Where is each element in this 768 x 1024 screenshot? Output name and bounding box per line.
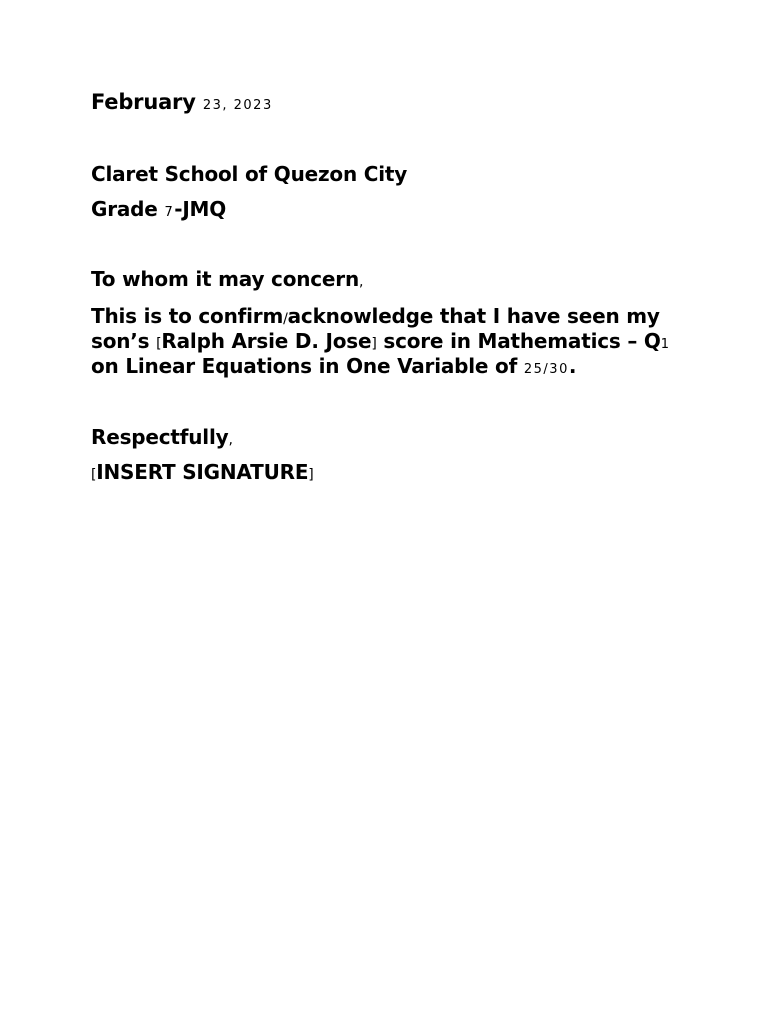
body-text-1b: acknowledge that I have seen my bbox=[287, 304, 660, 328]
school-name: Claret School of Quezon City bbox=[91, 162, 408, 186]
greeting-punct: , bbox=[359, 274, 364, 290]
grade-label: Grade bbox=[91, 197, 158, 221]
signature-left-bracket: [ bbox=[91, 467, 97, 483]
grade-number: 7 bbox=[164, 205, 175, 220]
greeting-text: To whom it may concern bbox=[91, 267, 360, 291]
signature-right-bracket: ] bbox=[308, 467, 314, 483]
body-text-2b: score in Mathematics – Q bbox=[376, 329, 661, 353]
body-line-3 bbox=[91, 353, 576, 383]
grade-section bbox=[91, 196, 226, 226]
date-month: February bbox=[91, 90, 196, 114]
student-name: Ralph Arsie D. Jose bbox=[161, 329, 372, 353]
body-slash: / bbox=[283, 311, 288, 327]
closing-punct: , bbox=[228, 432, 233, 448]
letter-date bbox=[91, 89, 273, 119]
grade-section-code: -JMQ bbox=[174, 197, 227, 221]
body-period: . bbox=[568, 354, 577, 378]
quarter-number: 1 bbox=[660, 337, 671, 352]
body-text-2a: son’s bbox=[91, 329, 157, 353]
signature-text: INSERT SIGNATURE bbox=[96, 460, 309, 484]
signature-placeholder bbox=[91, 459, 314, 488]
score-value: 25/30 bbox=[523, 362, 569, 377]
greeting bbox=[91, 266, 363, 295]
closing bbox=[91, 424, 233, 453]
date-day-year: 23, 2023 bbox=[202, 98, 273, 113]
name-left-bracket: [ bbox=[156, 336, 162, 352]
body-text-1a: This is to confirm bbox=[91, 304, 284, 328]
body-text-3a: on Linear Equations in One Variable of bbox=[91, 354, 524, 378]
name-right-bracket: ] bbox=[371, 336, 377, 352]
closing-text: Respectfully bbox=[91, 425, 229, 449]
